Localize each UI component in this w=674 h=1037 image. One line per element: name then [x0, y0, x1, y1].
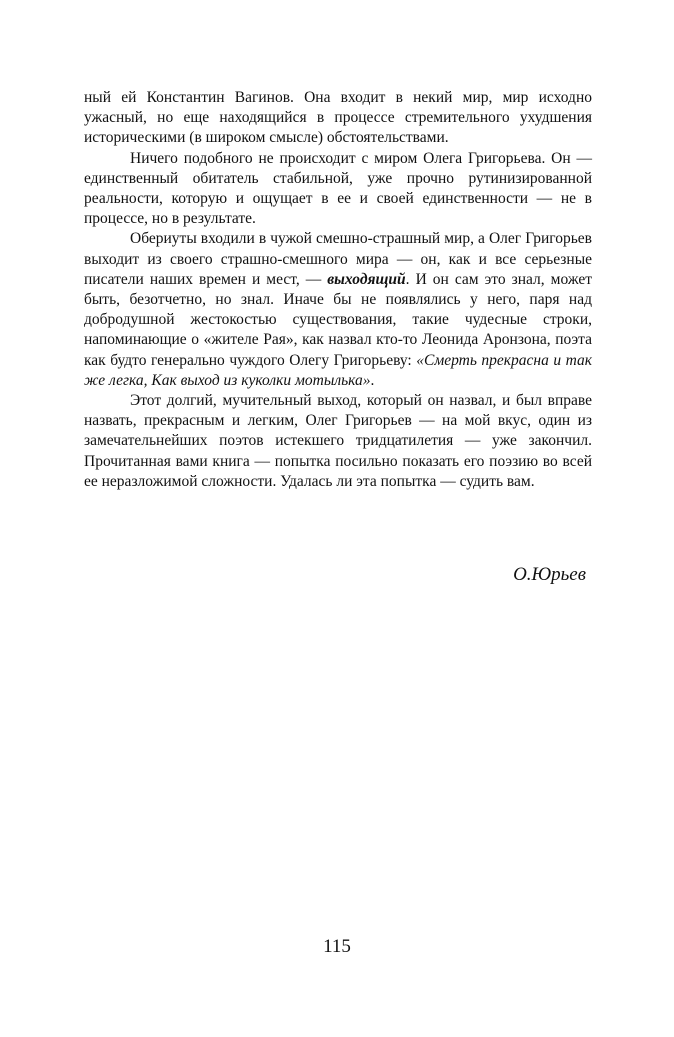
- emphasized-word: выходящий: [327, 270, 406, 288]
- paragraph-3-text-b: . И он сам это знал, может быть, безотчетно, но знал. Иначе бы не появлялись у него, паря над добродушной жестокостью существования, такие чудесные строки, напоминающие о «жителе Рая», как назвал кто-то Леонида Аронзона, поэта как будто генерально чуждого Олегу Григорьеву:: [84, 270, 592, 369]
- paragraph-2: Ничего подобного не происходит с миром Олега Григорьева. Он — единственный обитатель стабильной, уже прочно рутинизированной реальности, которую и ощущает в ее и своей единственности — не в процессе, но в результате.: [84, 149, 592, 228]
- page-number: 115: [323, 936, 351, 957]
- paragraph-3-text-a: Обериуты входили в чужой смешно-страшный мир, а Олег Григорьев выходит из своего страшно-смешного мира — он, как и все серьезные писатели наших времен и мест, —: [84, 230, 592, 288]
- paragraph-1: ный ей Константин Вагинов. Она входит в некий мир, мир исходно ужасный, но еще находящийся в процессе стремительного ухудшения историческими (в широком смысле) обстоятельствами.: [84, 89, 592, 147]
- poem-quote: «Смерть прекрасна и так же легка, Как выход из куколки мотылька»: [84, 351, 592, 389]
- author-signature: О.Юрьев: [513, 564, 586, 585]
- paragraph-3: [84, 229, 592, 391]
- paragraph-4: Этот долгий, мучительный выход, который он назвал, и был вправе назвать, прекрасным и легким, Олег Григорьев — на мой вкус, один из замечательнейших поэтов истекшего тридцатилетия — уже закончил. Прочитанная вами книга — попытка посильно показать его поэзию во всей ее неразложимой сложности. Удалась ли эта попытка — судить вам.: [84, 392, 592, 490]
- paragraph-3-text-c: .: [370, 371, 375, 389]
- body-text: [84, 88, 592, 492]
